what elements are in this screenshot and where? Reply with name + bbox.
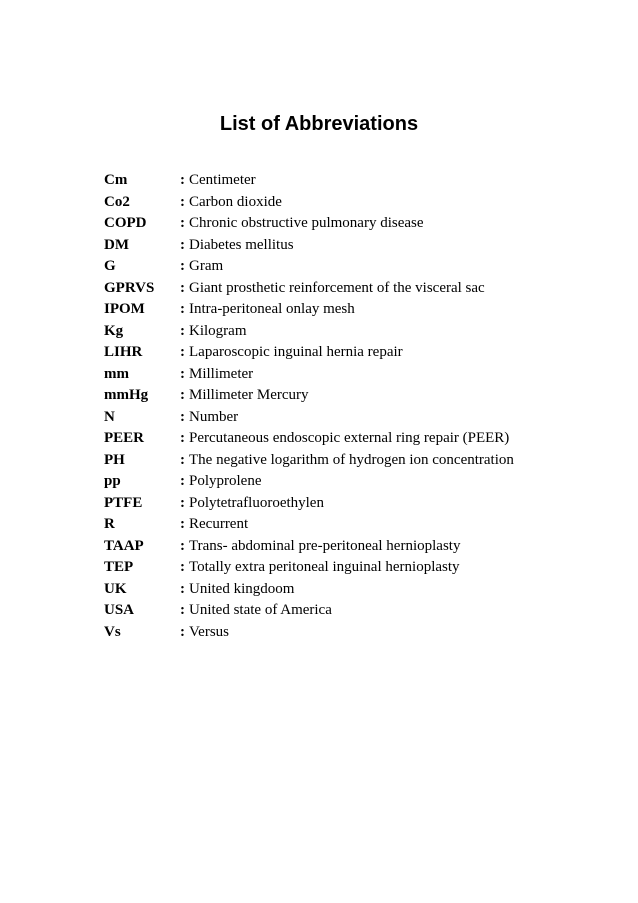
abbreviation-definition: Intra-peritoneal onlay mesh	[189, 301, 355, 317]
abbreviation-definition: Giant prosthetic reinforcement of the visceral sac	[189, 279, 485, 296]
abbreviation-separator: :	[180, 279, 185, 296]
abbreviation-row	[104, 622, 604, 644]
abbreviation-separator: :	[180, 193, 185, 210]
abbreviation-row	[104, 342, 604, 364]
abbreviation-row	[104, 192, 604, 214]
abbreviation-term: Co2	[104, 193, 130, 210]
abbreviation-definition: United kingdoom	[189, 580, 295, 597]
abbreviation-term: pp	[104, 473, 121, 489]
abbreviation-separator: :	[180, 301, 185, 317]
abbreviation-term: GPRVS	[104, 279, 155, 296]
abbreviation-row	[104, 514, 604, 536]
abbreviation-term: mmHg	[104, 387, 149, 403]
abbreviation-separator: :	[180, 602, 185, 618]
abbreviation-term: PEER	[104, 430, 145, 446]
abbreviation-definition: Percutaneous endoscopic external ring repair (PEER)	[189, 430, 510, 446]
abbreviation-separator: :	[180, 473, 185, 489]
abbreviation-term: Vs	[104, 623, 121, 640]
abbreviation-definition: Recurrent	[189, 516, 249, 532]
abbreviation-definition: Carbon dioxide	[189, 193, 282, 210]
abbreviation-definition: Number	[189, 408, 239, 425]
abbreviation-row	[104, 256, 604, 278]
abbreviation-term: TAAP	[104, 537, 144, 554]
abbreviation-definition: Laparoscopic inguinal hernia repair	[189, 344, 403, 360]
abbreviation-separator: :	[180, 236, 185, 253]
abbreviation-row	[104, 450, 604, 472]
abbreviation-term: PH	[104, 451, 125, 468]
abbreviation-definition: Millimeter	[189, 365, 254, 382]
abbreviation-definition: Millimeter Mercury	[189, 387, 309, 403]
abbreviation-row	[104, 536, 604, 558]
abbreviation-term: IPOM	[104, 301, 145, 317]
abbreviation-row	[104, 579, 604, 601]
abbreviation-term: N	[104, 408, 115, 425]
abbreviation-row	[104, 170, 604, 192]
abbreviation-definition: Kilogram	[189, 322, 247, 339]
abbreviation-separator: :	[180, 387, 185, 403]
abbreviation-row	[104, 299, 604, 321]
abbreviation-definition: Polytetrafluoroethylen	[189, 494, 324, 511]
abbreviation-definition: Trans- abdominal pre-peritoneal hernioplasty	[189, 537, 461, 554]
abbreviation-row	[104, 364, 604, 386]
abbreviation-term: G	[104, 258, 116, 274]
abbreviation-term: PTFE	[104, 494, 143, 511]
abbreviation-term: LIHR	[104, 344, 143, 360]
page-title: List of Abbreviations	[219, 113, 419, 135]
abbreviation-row	[104, 600, 604, 622]
abbreviation-separator: :	[180, 559, 185, 575]
abbreviation-term: TEP	[104, 559, 134, 575]
abbreviation-definition: Diabetes mellitus	[189, 236, 294, 253]
abbreviation-term: COPD	[104, 215, 147, 231]
abbreviation-separator: :	[180, 215, 185, 231]
abbreviation-definition: Polyprolene	[189, 473, 262, 489]
abbreviation-separator: :	[180, 623, 185, 640]
abbreviation-separator: :	[180, 516, 185, 532]
abbreviation-separator: :	[180, 322, 185, 339]
abbreviation-separator: :	[180, 258, 185, 274]
abbreviation-row	[104, 428, 604, 450]
abbreviation-term: Kg	[104, 322, 124, 339]
abbreviation-term: Cm	[104, 172, 128, 188]
abbreviation-separator: :	[180, 537, 185, 554]
abbreviation-separator: :	[180, 365, 185, 382]
abbreviation-separator: :	[180, 408, 185, 425]
abbreviation-row	[104, 321, 604, 343]
abbreviation-row	[104, 385, 604, 407]
abbreviation-row	[104, 407, 604, 429]
abbreviation-row	[104, 471, 604, 493]
abbreviation-definition: Centimeter	[189, 172, 256, 188]
abbreviation-separator: :	[180, 580, 185, 597]
abbreviation-row	[104, 278, 604, 300]
abbreviation-term: DM	[104, 236, 129, 253]
abbreviation-term: USA	[104, 602, 135, 618]
abbreviation-term: UK	[104, 580, 127, 597]
abbreviation-separator: :	[180, 494, 185, 511]
abbreviation-list	[104, 170, 604, 643]
abbreviation-row	[104, 493, 604, 515]
abbreviation-separator: :	[180, 344, 185, 360]
abbreviation-definition: Versus	[189, 623, 229, 640]
abbreviation-row	[104, 557, 604, 579]
abbreviation-term: mm	[104, 365, 129, 382]
abbreviation-definition: Totally extra peritoneal inguinal hernioplasty	[189, 559, 460, 575]
abbreviation-definition: Gram	[189, 258, 224, 274]
abbreviation-separator: :	[180, 451, 185, 468]
abbreviation-separator: :	[180, 172, 185, 188]
abbreviation-definition: Chronic obstructive pulmonary disease	[189, 215, 424, 231]
abbreviation-row	[104, 213, 604, 235]
abbreviation-definition: United state of America	[189, 602, 332, 618]
abbreviation-term: R	[104, 516, 115, 532]
abbreviation-definition: The negative logarithm of hydrogen ion concentration	[189, 451, 514, 468]
abbreviation-separator: :	[180, 430, 185, 446]
abbreviation-row	[104, 235, 604, 257]
